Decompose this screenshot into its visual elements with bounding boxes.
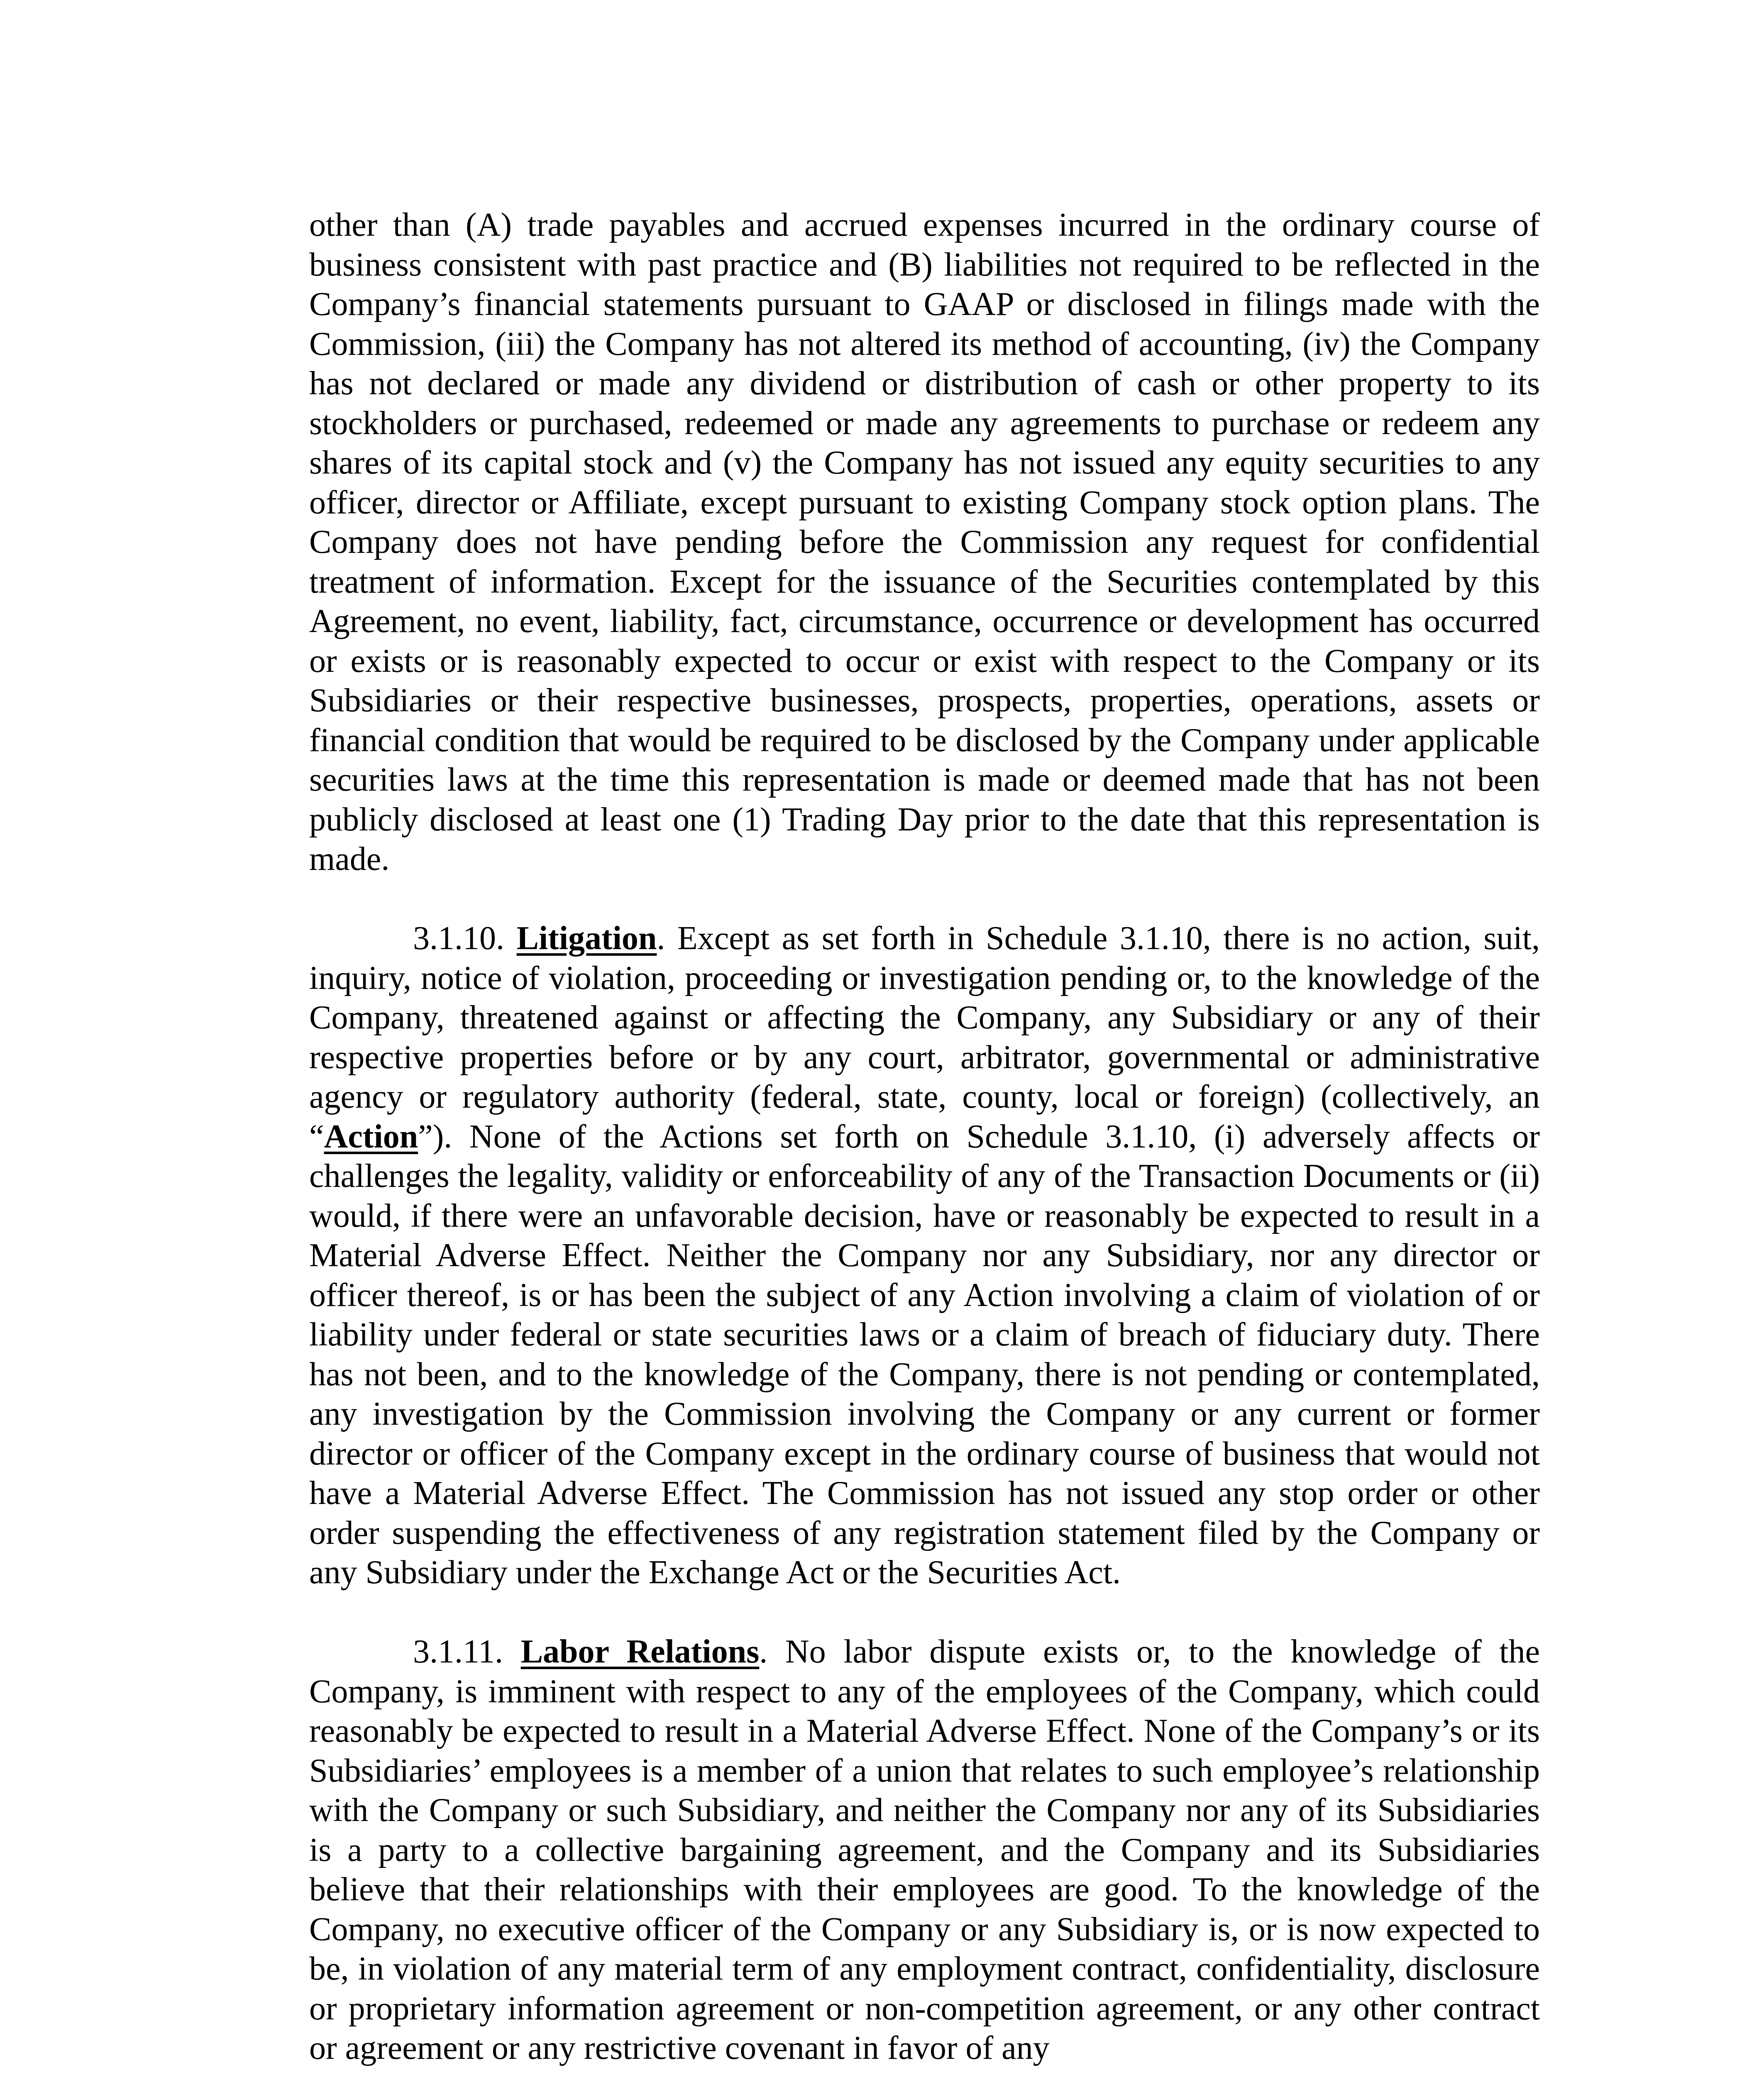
section-3-1-11-labor-relations xyxy=(309,1632,1540,2068)
paragraph-continuation: other than (A) trade payables and accrued expenses incurred in the ordinary course of business consistent with past practice and (B) liabilities not required to be reflected in the Company’s financial statements pursuant to GAAP or disclosed in filings made with the Commission, (iii) the Company has not altered its method of accounting, (iv) the Company has not declared or made any dividend or distribution of cash or other property to its stockholders or purchased, redeemed or made any agreements to purchase or redeem any shares of its capital stock and (v) the Company has not issued any equity securities to any officer, director or Affiliate, except pursuant to existing Company stock option plans. The Company does not have pending before the Commission any request for confidential treatment of information. Except for the issuance of the Securities contemplated by this Agreement, no event, liability, fact, circumstance, occurrence or development has occurred or exists or is reasonably expected to occur or exist with respect to the Company or its Subsidiaries or their respective businesses, prospects, properties, operations, assets or financial condition that would be required to be disclosed by the Company under applicable securities laws at the time this representation is made or deemed made that has not been publicly disclosed at least one (1) Trading Day prior to the date that this representation is made. xyxy=(309,207,1540,877)
document-body xyxy=(309,205,1540,2068)
section-heading-labor-relations: Labor Relations xyxy=(520,1633,760,1670)
section-text: . No labor dispute exists or, to the knowledge of the Company, is imminent with respect to any of the employees of the Company, which could reasonably be expected to result in a Material Adverse Effect. None of the Company’s or its Subsidiaries’ employees is a member of a union that relates to such employee’s relationship with the Company or such Subsidiary, and neither the Company nor any of its Subsidiaries is a party to a collective bargaining agreement, and the Company and its Subsidiaries believe that their relationships with their employees are good. To the knowledge of the Company, no executive officer of the Company or any Subsidiary is, or is now expected to be, in violation of any material term of any employment contract, confidentiality, disclosure or proprietary information agreement or non-competition agreement, or any other contract or agreement or any restrictive covenant in favor of any xyxy=(309,1633,1540,2066)
section-3-1-10-litigation xyxy=(309,919,1540,1593)
section-number: 3.1.10. xyxy=(413,920,517,957)
defined-term-action: Action xyxy=(324,1118,418,1155)
section-text: ”). None of the Actions set forth on Schedule 3.1.10, (i) adversely affects or challenges the legality, validity or enforceability of any of the Transaction Documents or (ii) would, if there were an unfavorable decision, have or reasonably be expected to result in a Material Adverse Effect. Neither the Company nor any Subsidiary, nor any director or officer thereof, is or has been the subject of any Action involving a claim of violation of or liability under federal or state securities laws or a claim of breach of fiduciary duty. There has not been, and to the knowledge of the Company, there is not pending or contemplated, any investigation by the Commission involving the Company or any current or former director or officer of the Company except in the ordinary course of business that would not have a Material Adverse Effect. The Commission has not issued any stop order or other order suspending the effectiveness of any registration statement filed by the Company or any Subsidiary under the Exchange Act or the Securities Act. xyxy=(309,1118,1540,1591)
section-number: 3.1.11. xyxy=(413,1633,521,1670)
section-heading-litigation: Litigation xyxy=(516,920,657,957)
section-text: . Except as set forth in Schedule 3.1.10, there is no action, suit, inquiry, notice of violation, proceeding or investigation pending or, to the knowledge of the Company, threatened against or affecting the Company, any Subsidiary or any of their respective properties before or by any court, arbitrator, governmental or administrative agency or regulatory authority (federal, state, county, local or foreign) (collectively, an “ xyxy=(309,920,1540,1155)
